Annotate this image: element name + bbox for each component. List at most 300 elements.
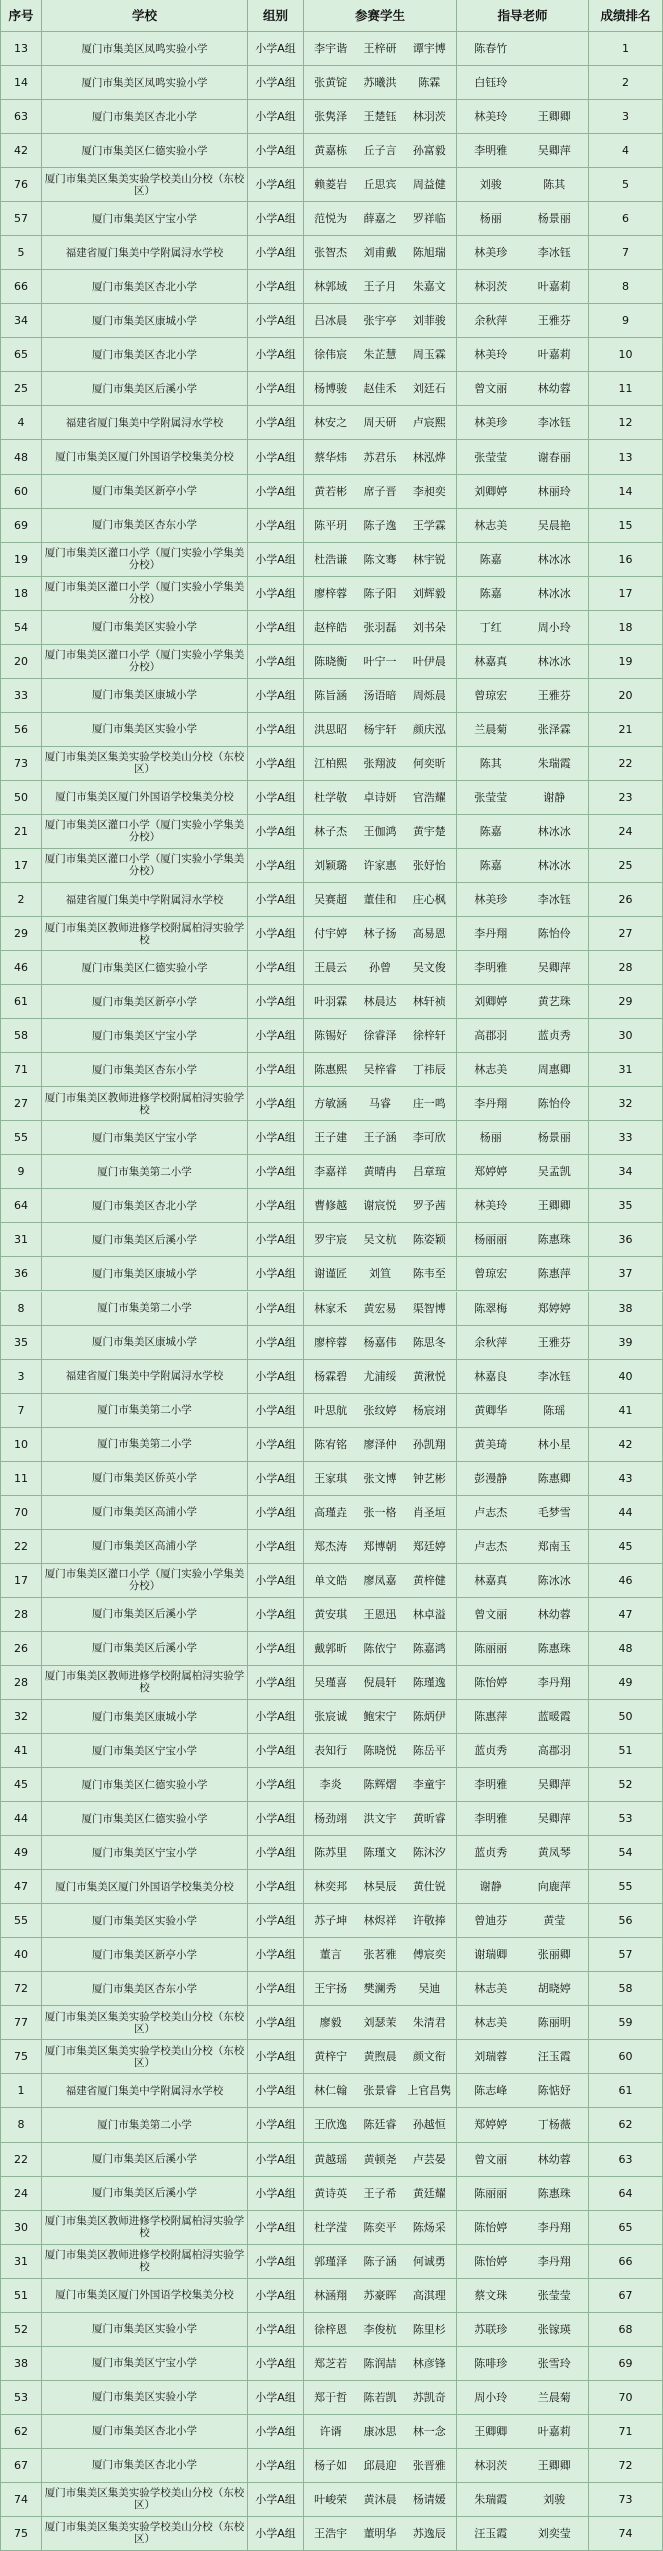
row-school: 厦门市集美区厦门外国语学校集美分校 [42,2279,248,2312]
student-name: 杜浩谦 [314,552,348,566]
row-teachers [457,1666,589,1699]
student-name: 上官昌隽 [407,2084,452,2098]
student-name: 张黄锭 [314,76,348,90]
row-index: 28 [0,1666,42,1699]
row-rank: 7 [589,236,663,269]
row-school: 厦门市集美区高浦小学 [42,1530,248,1563]
row-index: 3 [0,1360,42,1393]
row-school: 厦门市集美区教师进修学校附属柏浔实验学校 [42,2211,248,2244]
teacher-name: 陈其 [543,178,566,192]
row-students [304,2381,457,2414]
student-name: 许家惠 [363,858,397,872]
row-students [304,2483,457,2516]
row-group: 小学A组 [248,1496,304,1529]
row-group: 小学A组 [248,1155,304,1188]
student-name: 黄昕睿 [412,1812,446,1826]
row-index: 55 [0,1121,42,1154]
row-rank: 23 [589,781,663,814]
student-name: 卢宸熙 [412,416,446,430]
table-row [0,611,663,645]
student-name: 蔡华炜 [314,450,348,464]
student-name: 陈晓衡 [314,654,348,668]
row-rank: 26 [589,883,663,916]
teacher-name: 林幼蓉 [537,1607,571,1621]
teacher-name: 高郡羽 [537,1744,571,1758]
teacher-name: 林志美 [474,518,508,532]
row-group: 小学A组 [248,2177,304,2210]
student-name: 林彦锋 [412,2356,446,2370]
teacher-name: 林冰冰 [537,552,571,566]
row-students [304,815,457,848]
row-students [304,1121,457,1154]
table-row [0,475,663,509]
teacher-name: 李明雅 [474,961,508,975]
student-name: 张妤怡 [412,858,446,872]
row-teachers [457,713,589,746]
student-name: 郑廷婷 [412,1539,446,1553]
row-index: 54 [0,611,42,644]
row-rank: 73 [589,2483,663,2516]
row-index: 11 [0,1462,42,1495]
table-row [0,2245,663,2279]
row-school: 厦门市集美区宁宝小学 [42,1019,248,1052]
student-name: 杨请媛 [412,2492,446,2506]
row-school: 厦门市集美区宁宝小学 [42,202,248,235]
table-row [0,1394,663,1428]
student-name: 林家禾 [314,1301,348,1315]
row-rank: 18 [589,611,663,644]
row-teachers [457,2347,589,2380]
row-index: 56 [0,713,42,746]
row-index: 2 [0,883,42,916]
student-name: 李俊杭 [363,2322,397,2336]
student-name: 陈依宁 [363,1641,397,1655]
student-name: 董佳和 [363,893,397,907]
teacher-name: 丁红 [479,620,502,634]
row-rank: 3 [589,100,663,133]
row-index: 22 [0,2143,42,2176]
student-name: 陈宥铭 [314,1437,348,1451]
row-students [304,1326,457,1359]
row-rank: 70 [589,2381,663,2414]
row-rank: 38 [589,1292,663,1325]
student-name: 刘笪 [368,1267,391,1281]
row-students [304,1632,457,1665]
student-name: 林卓溢 [412,1607,446,1621]
student-name: 高易恩 [412,927,446,941]
student-name: 林羽茨 [412,110,446,124]
row-teachers [457,2211,589,2244]
teacher-name: 陈惠卿 [537,1471,571,1485]
teacher-name: 陈嘉 [479,824,502,838]
row-rank: 65 [589,2211,663,2244]
student-name: 刘瑟茉 [363,2016,397,2030]
row-students [304,985,457,1018]
row-students [304,1598,457,1631]
student-name: 李可欣 [412,1131,446,1145]
row-index: 75 [0,2517,42,2550]
student-name: 黄安琪 [314,1607,348,1621]
row-index: 7 [0,1394,42,1427]
row-rank: 21 [589,713,663,746]
row-school: 厦门市集美区康城小学 [42,1257,248,1290]
row-index: 14 [0,66,42,99]
teacher-name: 林志美 [474,2016,508,2030]
row-group: 小学A组 [248,1360,304,1393]
teacher-name: 曾文丽 [474,1607,508,1621]
row-group: 小学A组 [248,1462,304,1495]
row-group: 小学A组 [248,815,304,848]
teacher-name: 陈春竹 [474,42,508,56]
row-group: 小学A组 [248,236,304,269]
teacher-name: 林美玲 [474,348,508,362]
student-name: 黄宏易 [363,1301,397,1315]
row-rank: 71 [589,2415,663,2448]
teacher-name: 胡晓婷 [537,1982,571,1996]
table-row [0,713,663,747]
teacher-name: 林美玲 [474,1199,508,1213]
row-index: 45 [0,1768,42,1801]
teacher-name: 张莹莹 [474,790,508,804]
row-students [304,1394,457,1427]
row-school: 厦门市集美区灌口小学（厦门实验小学集美分校） [42,543,248,576]
student-name: 钟艺彬 [412,1471,446,1485]
teacher-name: 林羽茨 [474,280,508,294]
student-name: 谢谨匠 [314,1267,348,1281]
teacher-name: 李明雅 [474,1778,508,1792]
student-name: 苏凯奇 [412,2390,446,2404]
row-group: 小学A组 [248,1189,304,1222]
row-rank: 29 [589,985,663,1018]
teacher-name: 林嘉真 [474,654,508,668]
student-name: 李宇谐 [314,42,348,56]
row-rank: 64 [589,2177,663,2210]
teacher-name: 张莹莹 [474,450,508,464]
student-name: 许谞 [319,2424,342,2438]
row-teachers [457,2177,589,2210]
student-name: 林烬祥 [363,1914,397,1928]
row-school: 厦门市集美第二小学 [42,1292,248,1325]
row-group: 小学A组 [248,304,304,337]
student-name: 李昶奕 [412,484,446,498]
table-row [0,134,663,168]
teacher-name: 曾琼宏 [474,1267,508,1281]
student-name: 吴赛超 [314,893,348,907]
row-school: 厦门市集美区杏东小学 [42,1972,248,2005]
row-group: 小学A组 [248,338,304,371]
student-name: 吕冰晨 [314,314,348,328]
row-students [304,1428,457,1461]
row-index: 21 [0,815,42,848]
row-rank: 1 [589,32,663,65]
teacher-name: 陈丽丽 [474,2186,508,2200]
teacher-name: 张镓瑛 [537,2322,571,2336]
row-students [304,2211,457,2244]
teacher-name: 李冰钰 [537,893,571,907]
row-index: 30 [0,2211,42,2244]
row-index: 5 [0,236,42,269]
student-name: 何诚勇 [412,2254,446,2268]
row-group: 小学A组 [248,1598,304,1631]
row-school: 厦门市集美区杏北小学 [42,2415,248,2448]
row-school: 厦门市集美区集美实验学校美山分校（东校区） [42,168,248,201]
row-teachers [457,577,589,610]
teacher-name: 王卿卿 [537,2458,571,2472]
teacher-name: 陈怡伶 [537,927,571,941]
student-name: 庄心枫 [412,893,446,907]
teacher-name: 吴卿萍 [537,961,571,975]
row-group: 小学A组 [248,2006,304,2039]
student-name: 庄一鸣 [412,1097,446,1111]
row-school: 厦门市集美区灌口小学（厦门实验小学集美分校） [42,645,248,678]
row-rank: 42 [589,1428,663,1461]
student-name: 郑芝若 [314,2356,348,2370]
row-index: 28 [0,1598,42,1631]
row-rank: 47 [589,1598,663,1631]
row-students [304,1223,457,1256]
student-name: 张景睿 [363,2084,397,2098]
row-students [304,1734,457,1767]
row-index: 29 [0,917,42,950]
row-group: 小学A组 [248,713,304,746]
row-rank: 43 [589,1462,663,1495]
teacher-name: 刘骏 [543,2492,566,2506]
row-group: 小学A组 [248,849,304,882]
table-row [0,1019,663,1053]
student-name: 林安之 [314,416,348,430]
table-row [0,2074,663,2108]
row-school: 厦门市集美区杏东小学 [42,1053,248,1086]
student-name: 付宇婷 [314,927,348,941]
row-rank: 4 [589,134,663,167]
row-school: 厦门市集美区杏北小学 [42,270,248,303]
teacher-name: 杨丽 [479,212,502,226]
student-name: 周天研 [363,416,397,430]
row-index: 67 [0,2449,42,2482]
row-students [304,1530,457,1563]
row-index: 71 [0,1053,42,1086]
student-name: 罗宇宸 [314,1233,348,1247]
student-name: 高瑾垚 [314,1505,348,1519]
teacher-name: 谢静 [543,790,566,804]
table-row [0,2211,663,2245]
student-name: 陈晓悦 [363,1744,397,1758]
table-row [0,2313,663,2347]
teacher-name: 林冰冰 [537,824,571,838]
row-rank: 8 [589,270,663,303]
student-name: 林郭域 [314,280,348,294]
row-rank: 68 [589,2313,663,2346]
teacher-name: 林冰冰 [537,586,571,600]
student-name: 陈沐汐 [412,1846,446,1860]
row-rank: 46 [589,1564,663,1597]
row-school: 厦门市集美区新亭小学 [42,985,248,1018]
row-school: 厦门市集美区实验小学 [42,713,248,746]
table-row [0,1462,663,1496]
student-name: 黄宇楚 [412,824,446,838]
teacher-name: 丁杨薇 [537,2118,571,2132]
header-rank: 成绩排名 [589,0,663,31]
student-name: 罗予茜 [412,1199,446,1213]
student-name: 陈霖 [418,76,441,90]
row-school: 厦门市集美区宁宝小学 [42,1734,248,1767]
row-teachers [457,951,589,984]
row-index: 70 [0,1496,42,1529]
table-row [0,1496,663,1530]
student-name: 周益健 [412,178,446,192]
student-name: 黄顿尧 [363,2152,397,2166]
teacher-name: 刘奕莹 [537,2526,571,2540]
row-students [304,543,457,576]
row-teachers [457,1257,589,1290]
student-name: 张晋雅 [412,2458,446,2472]
row-teachers [457,509,589,542]
row-school: 厦门市集美区仁德实验小学 [42,951,248,984]
row-school: 厦门市集美区教师进修学校附属柏浔实验学校 [42,1666,248,1699]
row-rank: 55 [589,1870,663,1903]
header-teachers: 指导老师 [457,0,589,31]
row-group: 小学A组 [248,1428,304,1461]
student-name: 樊澜秀 [363,1982,397,1996]
row-students [304,100,457,133]
teacher-name: 王雅芬 [537,1335,571,1349]
row-teachers [457,202,589,235]
table-row [0,781,663,815]
row-index: 1 [0,2074,42,2107]
student-name: 黄湫悦 [412,1369,446,1383]
row-rank: 37 [589,1257,663,1290]
row-school: 厦门市集美区灌口小学（厦门实验小学集美分校） [42,1564,248,1597]
student-name: 陈岳平 [412,1744,446,1758]
row-index: 63 [0,100,42,133]
student-name: 孙曾 [368,961,391,975]
teacher-name: 刘卿婷 [474,484,508,498]
row-group: 小学A组 [248,100,304,133]
student-name: 陈若凯 [363,2390,397,2404]
row-teachers [457,1019,589,1052]
row-school: 厦门市集美区康城小学 [42,304,248,337]
row-group: 小学A组 [248,475,304,508]
row-group: 小学A组 [248,1734,304,1767]
row-teachers [457,1632,589,1665]
teacher-name: 卢志杰 [474,1505,508,1519]
table-row [0,270,663,304]
row-group: 小学A组 [248,372,304,405]
row-school: 厦门市集美区高浦小学 [42,1496,248,1529]
row-index: 33 [0,679,42,712]
teacher-name: 陈惠萍 [474,1710,508,1723]
table-row [0,1189,663,1223]
row-teachers [457,1700,589,1733]
row-rank: 34 [589,1155,663,1188]
teacher-name: 李丹翔 [474,1097,508,1111]
teacher-name: 蓝贞秀 [537,1029,571,1043]
row-teachers [457,270,589,303]
teacher-name: 黄艺珠 [537,995,571,1009]
row-school: 厦门市集美区宁宝小学 [42,1121,248,1154]
row-index: 50 [0,781,42,814]
row-students [304,2279,457,2312]
row-school: 厦门市集美区杏北小学 [42,100,248,133]
teacher-name: 王卿卿 [537,1199,571,1213]
teacher-name: 陈啡珍 [474,2356,508,2370]
row-group: 小学A组 [248,1087,304,1120]
teacher-name: 杨丽 [479,1131,502,1145]
teacher-name: 吴卿萍 [537,1778,571,1792]
teacher-name: 张丽卿 [537,1948,571,1962]
teacher-name: 蓝暖霞 [537,1710,571,1723]
row-group: 小学A组 [248,2040,304,2073]
teacher-name [523,32,587,65]
row-rank: 31 [589,1053,663,1086]
row-rank: 69 [589,2347,663,2380]
student-name: 陈子逸 [363,518,397,532]
row-teachers [457,1972,589,2005]
row-rank: 51 [589,1734,663,1767]
row-group: 小学A组 [248,2483,304,2516]
row-index: 60 [0,475,42,508]
teacher-name: 叶嘉莉 [537,2424,571,2438]
student-name: 林子扬 [363,927,397,941]
student-name: 张茗雅 [363,1948,397,1962]
row-index: 48 [0,440,42,473]
row-students [304,577,457,610]
row-students [304,1292,457,1325]
row-students [304,2245,457,2278]
student-name: 卓诗妍 [363,790,397,804]
row-school: 厦门市集美区教师进修学校附属柏浔实验学校 [42,1087,248,1120]
student-name: 董明华 [363,2526,397,2540]
teacher-name: 陈惠萍 [537,1267,571,1281]
row-index: 36 [0,1257,42,1290]
student-name: 徐睿泽 [363,1029,397,1043]
row-rank: 33 [589,1121,663,1154]
student-name: 叶宁一 [363,654,397,668]
teacher-name: 蔡文珠 [474,2288,508,2302]
row-index: 34 [0,304,42,337]
row-school: 厦门市集美区新亭小学 [42,475,248,508]
row-group: 小学A组 [248,2143,304,2176]
student-name: 林涵翔 [314,2288,348,2302]
row-teachers [457,2040,589,2073]
student-name: 吴瑾喜 [314,1675,348,1689]
row-rank: 5 [589,168,663,201]
table-row [0,202,663,236]
teacher-name: 陈其 [479,756,502,770]
table-row [0,2483,663,2517]
row-group: 小学A组 [248,645,304,678]
row-teachers [457,1598,589,1631]
row-school: 厦门市集美第二小学 [42,2108,248,2141]
teacher-name: 林志美 [474,1063,508,1077]
row-school: 厦门市集美区新亭小学 [42,1938,248,1971]
student-name: 刘辉毅 [412,586,446,600]
row-school: 厦门市集美区厦门外国语学校集美分校 [42,781,248,814]
table-row [0,2177,663,2211]
row-teachers [457,2517,589,2550]
row-students [304,2449,457,2482]
row-school: 厦门市集美第二小学 [42,1428,248,1461]
table-row [0,883,663,917]
row-students [304,2347,457,2380]
row-students [304,951,457,984]
row-students [304,1087,457,1120]
header-students: 参赛学生 [304,0,457,31]
row-index: 47 [0,1870,42,1903]
row-rank: 74 [589,2517,663,2550]
row-students [304,713,457,746]
student-name: 孙富毅 [412,144,446,158]
